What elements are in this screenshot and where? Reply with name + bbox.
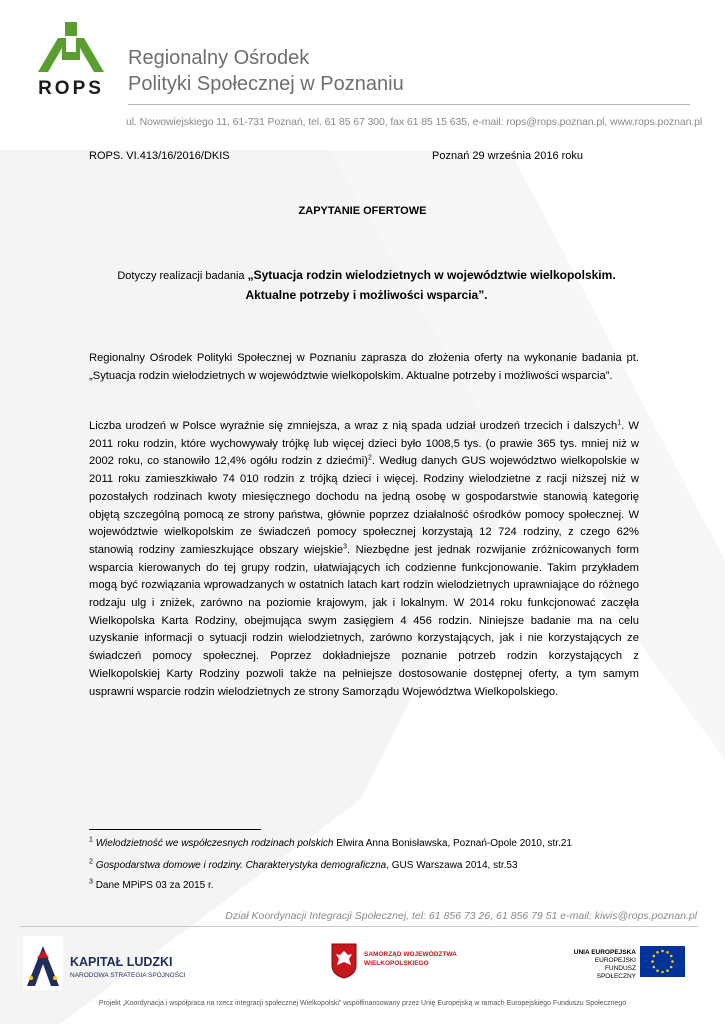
paragraph-2-part-a: Liczba urodzeń w Polsce wyraźnie się zmniejsza, a wraz z nią spada udział urodzeń trzecich i dalszych xyxy=(89,420,618,432)
paragraph-2-part-d: . Niezbędne jest jednak rozwijanie zróżnicowanych form wsparcia kierowanych do tej grupy rodzin, ułatwiających ich codzienne funkcjonowanie. Takim przykładem mogą być rozwiązania wprowadzanych w ostatnich latach kart rodzin wielodzietnych uprawniające do różnego rodzaju ulg i zniżek, zarówno na poziomie krajowym, jak i lokalnym. W 2014 roku funkcjonować zaczęła Wielkopolska Karta Rodziny, obejmująca swym zasięgiem 4 456 rodzin. Niniejsze badanie ma na celu uzyskanie informacji o sytuacji rodzin wielodzietnych, zarówno korzystających, jak i nie korzystających ze świadczeń pomocy społecznej. Poprzez dokładniejsze poznanie potrzeb rodzin korzystających z Wielkopolskiej Karty Rodziny pozwoli także na pełniejsze dostosowanie dostępnej oferty, a tym samym usprawni wsparcie rodzin wielodzietnych ze strony Samorządu Województwa Wielkopolskiego. xyxy=(89,543,639,698)
subject-line xyxy=(89,266,644,306)
organization-address: ul. Nowowiejskiego 11, 61-731 Poznań, tel. 61 85 67 300, fax 61 85 15 635, e-mail: rops@rops.poznan.pl, www.rops.poznan.pl xyxy=(126,116,703,128)
kapital-ludzki-subtitle: NARODOWA STRATEGIA SPÓJNOŚCI xyxy=(70,972,186,979)
subject-title-line2: Aktualne potrzeby i możliwości wsparcia”. xyxy=(245,288,488,302)
eu-fund-label xyxy=(566,949,636,981)
kapital-ludzki-title: KAPITAŁ LUDZKI xyxy=(70,955,173,969)
footnote-number: 2 xyxy=(89,858,93,866)
document-title: ZAPYTANIE OFERTOWE xyxy=(298,205,427,217)
wlkp-line1: SAMORZĄD WOJEWÓDZTWA xyxy=(364,951,457,958)
footer-divider xyxy=(20,926,698,927)
footnote-source-details: Dane MPiPS 03 za 2015 r. xyxy=(95,880,214,891)
wielkopolska-crest-icon xyxy=(331,943,357,979)
eu-line2: EUROPEJSKI xyxy=(594,957,636,964)
footnote-ref-2: 2 xyxy=(367,454,372,462)
footnote-source-details: , GUS Warszawa 2014, str.53 xyxy=(386,860,518,871)
footnote-2 xyxy=(89,860,518,871)
logo-text: ROPS xyxy=(38,78,104,96)
footnote-source-title: Gospodarstwa domowe i rodziny. Charakterystyka demograficzna xyxy=(95,860,387,871)
footnote-divider xyxy=(89,829,261,830)
organization-name-line1: Regionalny Ośrodek xyxy=(128,47,310,69)
organization-name xyxy=(128,45,404,97)
eu-line1: UNIA EUROPEJSKA xyxy=(573,949,636,956)
rops-logo xyxy=(30,20,112,96)
wlkp-line2: WIELKOPOLSKIEGO xyxy=(364,960,429,967)
place-and-date: Poznań 29 września 2016 roku xyxy=(432,150,584,162)
department-contact: Dział Koordynacji Integracji Społecznej, tel: 61 856 73 26, 61 856 79 51 e-mail: kiwis@rops.poznan.pl xyxy=(225,910,697,922)
footnote-number: 1 xyxy=(89,836,93,844)
project-funding-note: Projekt „Koordynacja i współpraca na rzecz integracji społecznej Wielkopolski” współfinansowany przez Unię Europejską w ramach Europejskiego Funduszu Społecznego xyxy=(98,1000,627,1007)
organization-name-line2: Polityki Społecznej w Poznaniu xyxy=(128,73,404,95)
subject-prefix: Dotyczy realizacji badania xyxy=(117,270,248,282)
footnote-ref-3: 3 xyxy=(343,543,348,551)
footnote-ref-1: 1 xyxy=(617,419,622,427)
body-paragraph-2 xyxy=(89,418,639,701)
wielkopolska-government-label xyxy=(364,950,457,968)
footnote-3 xyxy=(89,880,214,891)
subject-title-line1: „Sytuacja rodzin wielodzietnych w województwie wielkopolskim. xyxy=(247,268,616,282)
footnote-source-title: Wielodzietność we współczesnych rodzinach polskich xyxy=(95,838,334,849)
paragraph-2-part-c: . Według danych GUS województwo wielkopolskie w 2011 roku zamieszkiwało 74 010 rodzin z trójką dzieci i więcej. Rodziny wielodzietne z racji niższej niż w pozostałych rodzinach kwoty miesięcznego dochodu na jedną osobę w gospodarstwie stanowią kategorię objętą szczególną pomocą ze strony państwa, głównie poprzez działalność ośrodków pomocy społecznej. W województwie wielkopolskim ze świadczeń pomocy społecznej korzystają 12 724 rodziny, z czego 62% stanowią rodziny zamieszkujące obszary wiejskie xyxy=(89,455,639,556)
body-paragraph-1: Regionalny Ośrodek Polityki Społecznej w Poznaniu zaprasza do złożenia oferty na wykonanie badania pt. „Sytuacja rodzin wielodzietnych w województwie wielkopolskim. Aktualne potrzeby i możliwości wsparcia”. xyxy=(89,352,639,382)
paragraph-2-part-b: . W 2011 roku rodzin, które wychowywały trójkę lub więcej dzieci było 1008,5 tys. (o prawie 365 tys. mniej niż w 2002 roku, co stanowiło 12,4% ogółu rodzin z dziećmi) xyxy=(89,420,639,468)
reference-number: ROPS. VI.413/16/2016/DKIS xyxy=(89,150,230,162)
header-divider xyxy=(128,104,690,105)
footnote-source-details: Elwira Anna Bonisławska, Poznań-Opole 2010, str.21 xyxy=(333,838,572,849)
kapital-ludzki-logo xyxy=(23,936,63,990)
eu-line3: FUNDUSZ SPOŁECZNY xyxy=(596,965,636,980)
footnote-1 xyxy=(89,838,572,849)
footnote-number: 3 xyxy=(89,878,93,886)
eu-flag-icon xyxy=(640,946,685,977)
